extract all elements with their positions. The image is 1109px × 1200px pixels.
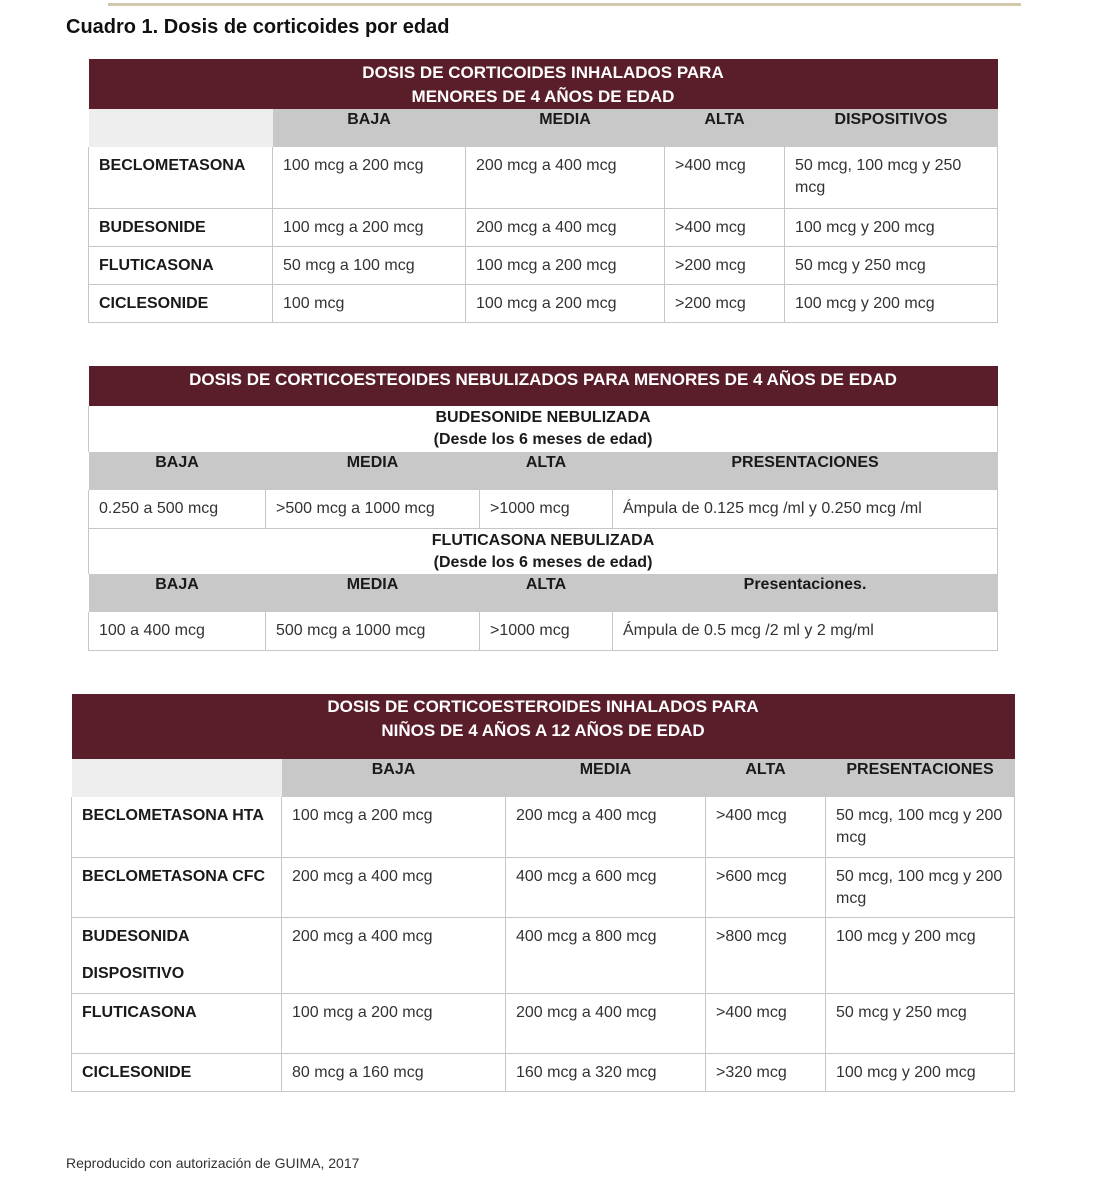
table-row	[72, 1053, 1015, 1091]
drug-name: CICLESONIDE	[72, 1053, 282, 1091]
dose-cell: 200 mcg a 400 mcg	[466, 147, 665, 208]
column-header-row	[89, 452, 998, 490]
top-divider	[108, 3, 1021, 6]
table-inhaled-under-4	[88, 59, 998, 323]
column-header	[72, 759, 282, 797]
table-row	[72, 857, 1015, 917]
column-header-row	[89, 574, 998, 612]
dose-cell: >1000 mcg	[480, 612, 613, 650]
column-header: ALTA	[706, 759, 826, 797]
table-row	[89, 147, 998, 208]
source-footnote: Reproducido con autorización de GUIMA, 2017	[66, 1155, 360, 1171]
column-header: MEDIA	[266, 574, 480, 612]
dose-cell: 50 mcg a 100 mcg	[273, 246, 466, 284]
dose-cell: >800 mcg	[706, 917, 826, 993]
dose-cell: 200 mcg a 400 mcg	[506, 993, 706, 1053]
section-name: BUDESONIDE NEBULIZADA	[435, 409, 651, 426]
column-header: BAJA	[89, 574, 266, 612]
presentation-cell: 50 mcg y 250 mcg	[826, 993, 1015, 1053]
drug-name: BECLOMETASONA	[89, 147, 273, 208]
table-title: DOSIS DE CORTICOESTEROIDES INHALADOS PARA NIÑOS DE 4 AÑOS A 12 AÑOS DE EDAD	[72, 694, 1015, 759]
table-row	[72, 797, 1015, 857]
column-header: BAJA	[282, 759, 506, 797]
dose-cell: 100 mcg a 200 mcg	[466, 246, 665, 284]
dose-cell: >400 mcg	[706, 993, 826, 1053]
column-header: MEDIA	[506, 759, 706, 797]
dose-cell: 100 mcg a 200 mcg	[282, 797, 506, 857]
dose-cell: >600 mcg	[706, 857, 826, 917]
table-row	[72, 993, 1015, 1053]
presentation-cell: 50 mcg, 100 mcg y 200 mcg	[826, 797, 1015, 857]
dose-cell: 400 mcg a 600 mcg	[506, 857, 706, 917]
page-title: Cuadro 1. Dosis de corticoides por edad	[66, 16, 450, 38]
dose-cell: 100 mcg a 200 mcg	[273, 147, 466, 208]
dose-cell: 200 mcg a 400 mcg	[282, 917, 506, 993]
drug-name: FLUTICASONA	[72, 993, 282, 1053]
section-title	[89, 528, 998, 574]
drug-device-label: DISPOSITIVO	[82, 964, 185, 982]
section-title-row	[89, 528, 998, 574]
presentation-cell: 100 mcg y 200 mcg	[826, 917, 1015, 993]
table-inhaled-4-to-12	[71, 694, 1015, 1092]
dose-cell: >200 mcg	[665, 284, 785, 322]
presentation-cell: 100 mcg y 200 mcg	[826, 1053, 1015, 1091]
drug-name: BUDESONIDE	[89, 208, 273, 246]
table-row	[72, 917, 1015, 993]
drug-name: FLUTICASONA	[89, 246, 273, 284]
drug-name: CICLESONIDE	[89, 284, 273, 322]
dose-cell: 80 mcg a 160 mcg	[282, 1053, 506, 1091]
dose-cell: 160 mcg a 320 mcg	[506, 1053, 706, 1091]
section-title-row	[89, 406, 998, 452]
table-row	[89, 208, 998, 246]
dose-cell: >400 mcg	[665, 147, 785, 208]
dose-cell: 200 mcg a 400 mcg	[282, 857, 506, 917]
section-title	[89, 406, 998, 452]
column-header: PRESENTACIONES	[613, 452, 998, 490]
device-cell: 50 mcg, 100 mcg y 250 mcg	[785, 147, 998, 208]
drug-name: BECLOMETASONA CFC	[72, 857, 282, 917]
dose-cell: >1000 mcg	[480, 490, 613, 528]
table-row	[89, 490, 998, 528]
column-header: DISPOSITIVOS	[785, 109, 998, 147]
column-header-row	[72, 759, 1015, 797]
presentation-cell: Ámpula de 0.5 mcg /2 ml y 2 mg/ml	[613, 612, 998, 650]
drug-name: BECLOMETASONA HTA	[72, 797, 282, 857]
table-row	[89, 246, 998, 284]
dose-cell: 100 mcg a 200 mcg	[282, 993, 506, 1053]
section-note: (Desde los 6 meses de edad)	[433, 553, 653, 571]
dose-cell: 100 mcg a 200 mcg	[273, 208, 466, 246]
table-row	[89, 612, 998, 650]
presentation-cell: 50 mcg, 100 mcg y 200 mcg	[826, 857, 1015, 917]
device-cell: 100 mcg y 200 mcg	[785, 284, 998, 322]
column-header: MEDIA	[466, 109, 665, 147]
table-title: DOSIS DE CORTICOESTEOIDES NEBULIZADOS PARA MENORES DE 4 AÑOS DE EDAD	[89, 366, 998, 406]
dose-cell: >500 mcg a 1000 mcg	[266, 490, 480, 528]
column-header: MEDIA	[266, 452, 480, 490]
dose-cell: 400 mcg a 800 mcg	[506, 917, 706, 993]
device-cell: 50 mcg y 250 mcg	[785, 246, 998, 284]
column-header: PRESENTACIONES	[826, 759, 1015, 797]
column-header: ALTA	[480, 452, 613, 490]
dose-cell: 100 mcg	[273, 284, 466, 322]
column-header: BAJA	[273, 109, 466, 147]
section-note: (Desde los 6 meses de edad)	[433, 431, 653, 448]
dose-cell: 500 mcg a 1000 mcg	[266, 612, 480, 650]
table-row	[89, 284, 998, 322]
dose-cell: 0.250 a 500 mcg	[89, 490, 266, 528]
column-header: ALTA	[665, 109, 785, 147]
column-header	[89, 109, 273, 147]
device-cell: 100 mcg y 200 mcg	[785, 208, 998, 246]
drug-name: BUDESONIDA DISPOSITIVO	[72, 917, 282, 993]
dose-cell: 100 a 400 mcg	[89, 612, 266, 650]
column-header: BAJA	[89, 452, 266, 490]
column-header: Presentaciones.	[613, 574, 998, 612]
dose-cell: >320 mcg	[706, 1053, 826, 1091]
dose-cell: 100 mcg a 200 mcg	[466, 284, 665, 322]
dose-cell: 200 mcg a 400 mcg	[506, 797, 706, 857]
dose-cell: >400 mcg	[706, 797, 826, 857]
section-name: FLUTICASONA NEBULIZADA	[431, 531, 655, 549]
column-header: ALTA	[480, 574, 613, 612]
dose-cell: >400 mcg	[665, 208, 785, 246]
table-nebulized-under-4	[88, 366, 998, 651]
column-header-row	[89, 109, 998, 147]
presentation-cell: Ámpula de 0.125 mcg /ml y 0.250 mcg /ml	[613, 490, 998, 528]
dose-cell: >200 mcg	[665, 246, 785, 284]
table-title: DOSIS DE CORTICOIDES INHALADOS PARA MENORES DE 4 AÑOS DE EDAD	[89, 59, 998, 109]
dose-cell: 200 mcg a 400 mcg	[466, 208, 665, 246]
